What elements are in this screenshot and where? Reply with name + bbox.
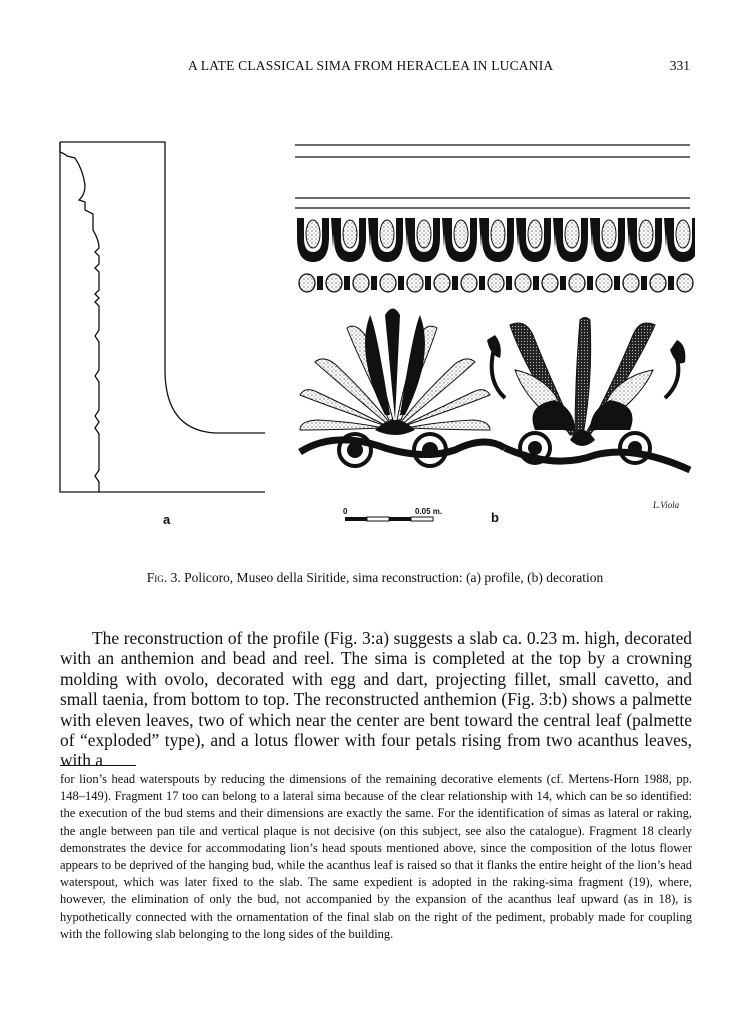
egg-core <box>491 220 505 248</box>
reel <box>560 276 566 290</box>
figure-caption <box>60 570 690 586</box>
page-header <box>60 58 690 78</box>
egg-core <box>602 220 616 248</box>
page-number: 331 <box>669 58 690 73</box>
egg-core <box>639 220 653 248</box>
reel <box>668 276 674 290</box>
figure-3 <box>55 130 695 530</box>
reel <box>533 276 539 290</box>
reel <box>452 276 458 290</box>
figure-label-b: b <box>491 510 499 525</box>
bead <box>353 274 369 292</box>
bead <box>299 274 315 292</box>
body-paragraph: The reconstruction of the profile (Fig. 3:a) suggests a slab ca. 0.23 m. high, decorated with an anthemion and bead and reel. The sima is completed at the top by a crowning molding with ovolo, decorated with egg and dart, projecting fillet, small cavetto, and small taenia, from bottom to top. The reconstructed anthemion (Fig. 3:b) shows a palmette with eleven leaves, two of which near the center are bent toward the central leaf (palmette of “exploded” type), and a lotus flower with four petals rising from two acanthus leaves, with a <box>60 628 692 771</box>
bead <box>488 274 504 292</box>
reel <box>425 276 431 290</box>
egg-core <box>306 220 320 248</box>
bead <box>623 274 639 292</box>
reel <box>587 276 593 290</box>
egg-core <box>676 220 690 248</box>
reel <box>479 276 485 290</box>
caption-fig-label: Fig. <box>146 570 168 585</box>
figure-label-a: a <box>163 512 171 527</box>
egg-and-dart-band <box>297 218 695 262</box>
egg-core <box>565 220 579 248</box>
bead <box>596 274 612 292</box>
footnote-text: for lion’s head waterspouts by reducing the dimensions of the remaining decorative elements (cf. Mertens-Horn 1988, pp. 148–149). Fragment 17 too can belong to a lateral sima because of the clear relationship with 14, which can be so identified: the execution of the bud stems and their dimensions are exactly the same. For the identification of simas as lateral or raking, the angle between pan tile and vertical plaque is not decisive (on this subject, see also the catalogue). Fragment 18 clearly demonstrates the device for accommodating lion’s head spouts mentioned above, since the composition of the lotus flower appears to be deprived of the hanging bud, while the acanthus leaf is raised so that it flanks the entire height of the lion’s head waterspout, which was later fixed to the slab. The same expedient is adopted in the raking-sima fragment (19), where, however, the elimination of only the bud, not accompanied by the expansion of the acanthus leaf upward (as in 18), is hypothetically connected with the ornamentation of the final slab on the right of the pediment, probably made for coupling with the following slab belonging to the long sides of the building. <box>60 772 692 941</box>
reel <box>614 276 620 290</box>
caption-text: 3. Policoro, Museo della Siritide, sima reconstruction: (a) profile, (b) decoration <box>167 570 604 585</box>
reel <box>371 276 377 290</box>
bead <box>569 274 585 292</box>
bead <box>542 274 558 292</box>
palmette <box>300 309 490 436</box>
bead <box>677 274 693 292</box>
egg-core <box>343 220 357 248</box>
mouldings <box>295 145 690 208</box>
bead <box>407 274 423 292</box>
reel <box>344 276 350 290</box>
scale-end-label: 0.05 m. <box>415 507 443 516</box>
bead <box>434 274 450 292</box>
reel <box>641 276 647 290</box>
egg-core <box>380 220 394 248</box>
bead <box>650 274 666 292</box>
bead <box>380 274 396 292</box>
egg-core <box>528 220 542 248</box>
bead <box>461 274 477 292</box>
bead <box>326 274 342 292</box>
illustrator-signature: L.Viola <box>653 500 680 510</box>
reel <box>506 276 512 290</box>
scale-bar <box>345 517 433 521</box>
bead-and-reel-band <box>299 274 695 292</box>
lotus-flower <box>487 318 685 447</box>
bead <box>515 274 531 292</box>
scale-start-label: 0 <box>343 507 348 516</box>
footnote-rule <box>60 765 136 766</box>
figure-drawing <box>55 130 695 530</box>
reel <box>398 276 404 290</box>
reel <box>317 276 323 290</box>
anthemion <box>300 309 690 471</box>
profile-drawing <box>60 142 265 492</box>
egg-core <box>454 220 468 248</box>
running-title: A LATE CLASSICAL SIMA FROM HERACLEA IN LUCANIA <box>188 58 554 73</box>
egg-core <box>417 220 431 248</box>
